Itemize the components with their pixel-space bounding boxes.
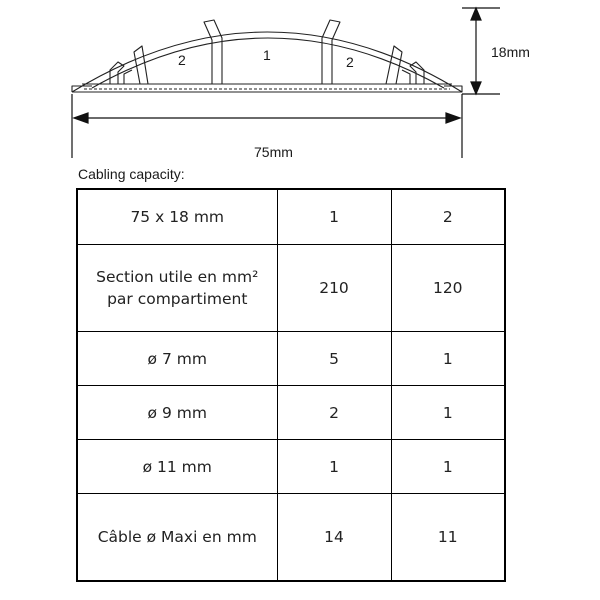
table-row	[77, 332, 505, 386]
cable-duct-profile-drawing	[0, 0, 600, 190]
compartment-2-value: 1	[391, 440, 505, 494]
compartment-label-center: 1	[263, 47, 271, 63]
compartment-2-value: 11	[391, 494, 505, 582]
row-label: ø 7 mm	[77, 332, 277, 386]
compartment-label-right: 2	[346, 54, 354, 70]
height-dimension-label: 18mm	[491, 44, 530, 60]
wall-right-outer	[386, 46, 402, 84]
wall-left-inner	[204, 20, 222, 84]
width-arrow-left	[74, 113, 88, 123]
compartment-1-value: 2	[277, 386, 391, 440]
row-label: 75 x 18 mm	[77, 189, 277, 245]
row-label: Câble ø Maxi en mm	[77, 494, 277, 582]
row-label: ø 11 mm	[77, 440, 277, 494]
row-label: ø 9 mm	[77, 386, 277, 440]
table-row	[77, 245, 505, 332]
table-row	[77, 386, 505, 440]
compartment-1-value: 210	[277, 245, 391, 332]
compartment-1-value: 1	[277, 440, 391, 494]
height-arrow-top	[471, 8, 481, 20]
compartment-1-value: 5	[277, 332, 391, 386]
compartment-2-value: 1	[391, 332, 505, 386]
width-arrow-right	[446, 113, 460, 123]
height-arrow-bottom	[471, 82, 481, 94]
width-dimension-label: 75mm	[254, 144, 293, 160]
compartment-2-value: 120	[391, 245, 505, 332]
compartment-label-left: 2	[178, 52, 186, 68]
compartment-2-value: 2	[391, 189, 505, 245]
compartment-1-value: 14	[277, 494, 391, 582]
table-row	[77, 494, 505, 582]
compartment-1-value: 1	[277, 189, 391, 245]
cabling-capacity-table	[76, 188, 506, 582]
row-label: Section utile en mm² par compartiment	[77, 245, 277, 332]
compartment-2-value: 1	[391, 386, 505, 440]
wall-right-inner	[322, 20, 340, 84]
table-row	[77, 189, 505, 245]
cabling-capacity-caption: Cabling capacity:	[78, 166, 185, 182]
table-row	[77, 440, 505, 494]
wall-left-outer	[134, 46, 148, 84]
